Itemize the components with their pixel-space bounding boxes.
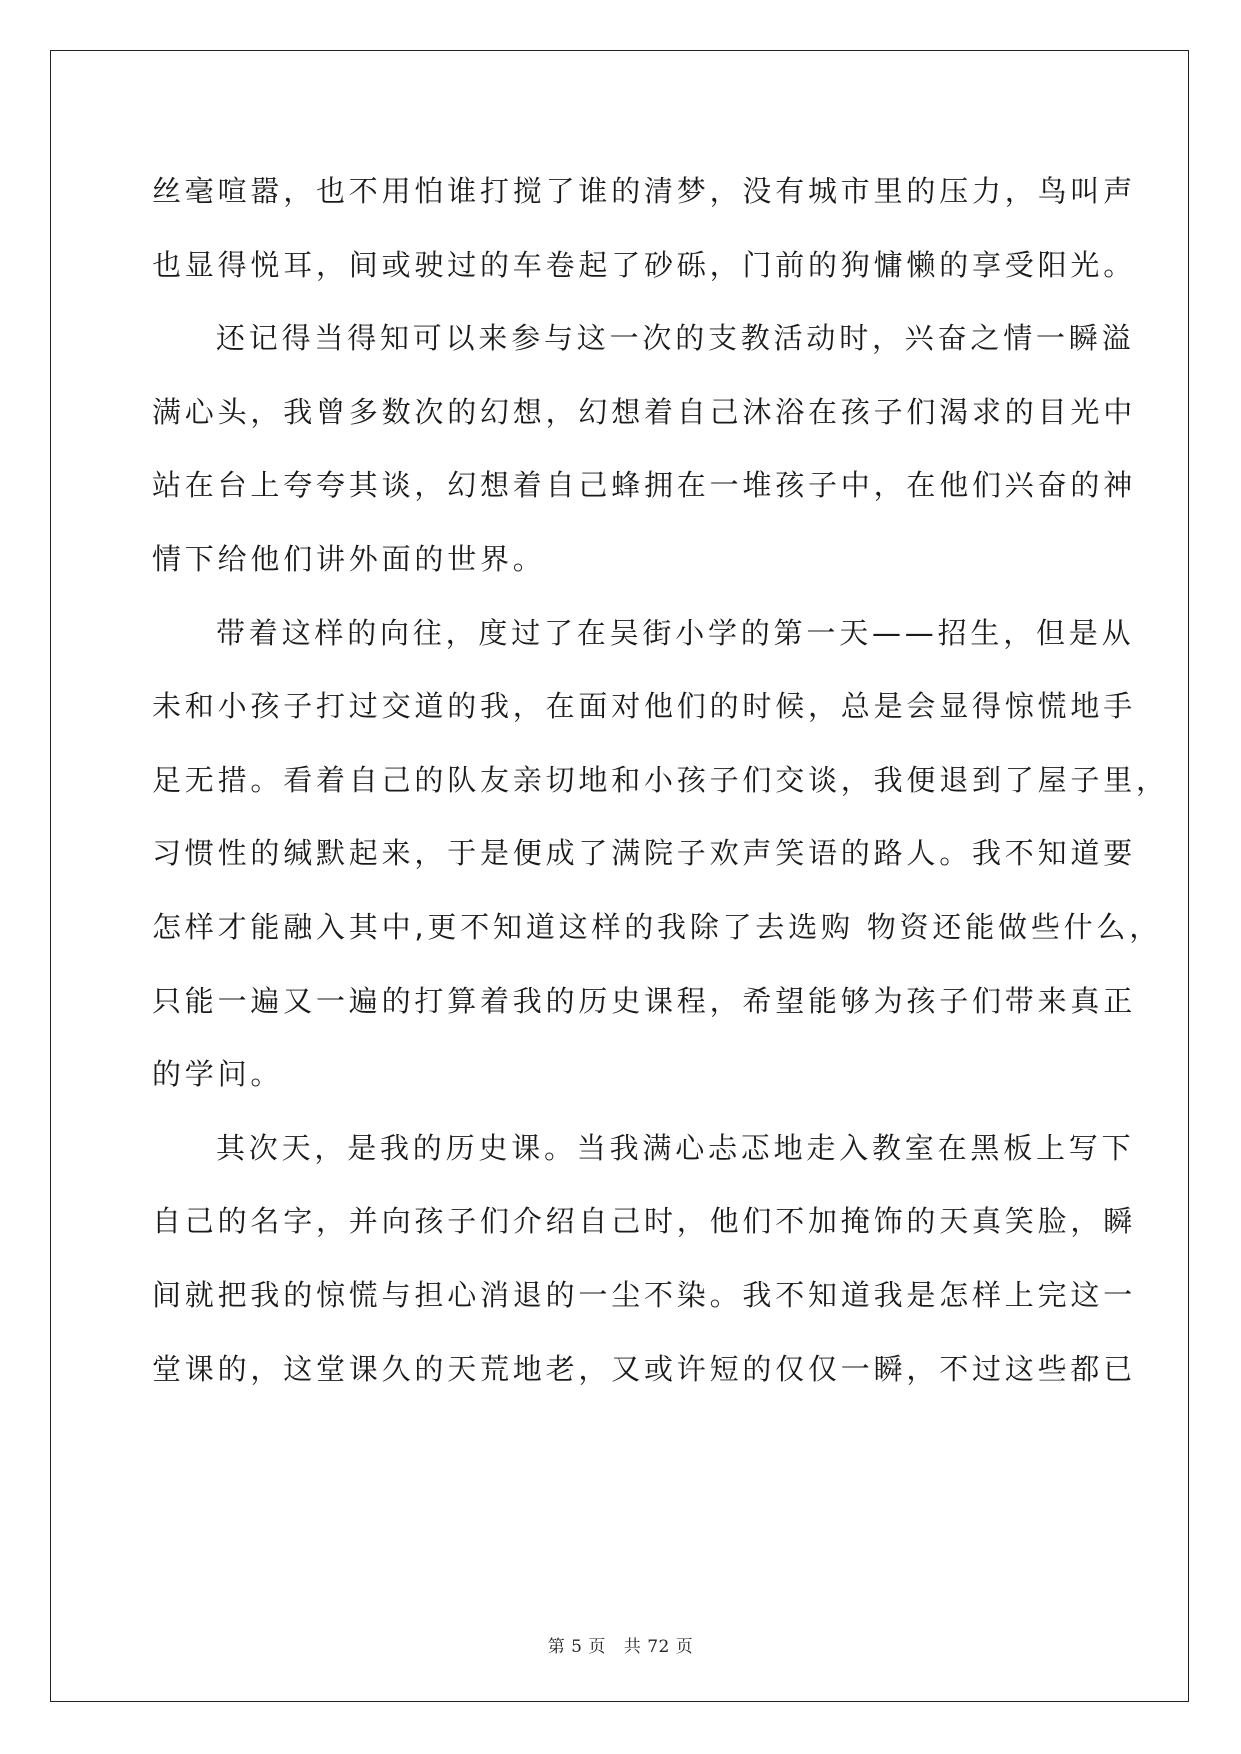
text-line: 自己的名字，并向孩子们介绍自己时，他们不加掩饰的天真笑脸，瞬 [152, 1204, 1137, 1239]
text-line: 满心头，我曾多数次的幻想，幻想着自己沐浴在孩子们渴求的目光中 [152, 394, 1137, 429]
text-line: 未和小孩子打过交道的我，在面对他们的时候，总是会显得惊慌地手 [152, 689, 1137, 724]
document-body [152, 155, 1169, 1406]
text-line: 足无措。看着自己的队友亲切地和小孩子们交谈，我便退到了屋子里， [152, 762, 1169, 797]
text-line: 站在台上夸夸其谈，幻想着自己蜂拥在一堆孩子中，在他们兴奋的神 [152, 468, 1137, 503]
text-line: 习惯性的缄默起来，于是便成了满院子欢声笑语的路人。我不知道要 [152, 836, 1137, 871]
text-line: 情下给他们讲外面的世界。 [152, 541, 546, 576]
text-line: 也显得悦耳，间或驶过的车卷起了砂砾，门前的狗慵懒的享受阳光。 [152, 247, 1137, 282]
page-number-label: 第 5 页 [547, 1637, 606, 1657]
text-line: 堂课的，这堂课久的天荒地老，又或许短的仅仅一瞬，不过这些都已 [152, 1351, 1137, 1386]
paragraph-start-line: 还记得当得知可以来参与这一次的支教活动时，兴奋之情一瞬溢 [216, 321, 1135, 356]
text-line: 只能一遍又一遍的打算着我的历史课程，希望能够为孩子们带来真正 [152, 983, 1137, 1018]
text-line: 间就把我的惊慌与担心消退的一尘不染。我不知道我是怎样上完这一 [152, 1277, 1137, 1312]
text-line: 怎样才能融入其中,更不知道这样的我除了去选购 物资还能做些什么， [152, 909, 1163, 944]
total-pages-label: 共 72 页 [623, 1637, 694, 1657]
text-line: 丝毫喧嚣，也不用怕谁打搅了谁的清梦，没有城市里的压力，鸟叫声 [152, 174, 1137, 208]
paragraph-start-line: 带着这样的向往，度过了在吴街小学的第一天——招生，但是从 [216, 615, 1135, 650]
page-footer [0, 1632, 1241, 1657]
paragraph-start-line: 其次天，是我的历史课。当我满心忐忑地走入教室在黑板上写下 [216, 1130, 1135, 1165]
text-line: 的学问。 [152, 1057, 284, 1092]
